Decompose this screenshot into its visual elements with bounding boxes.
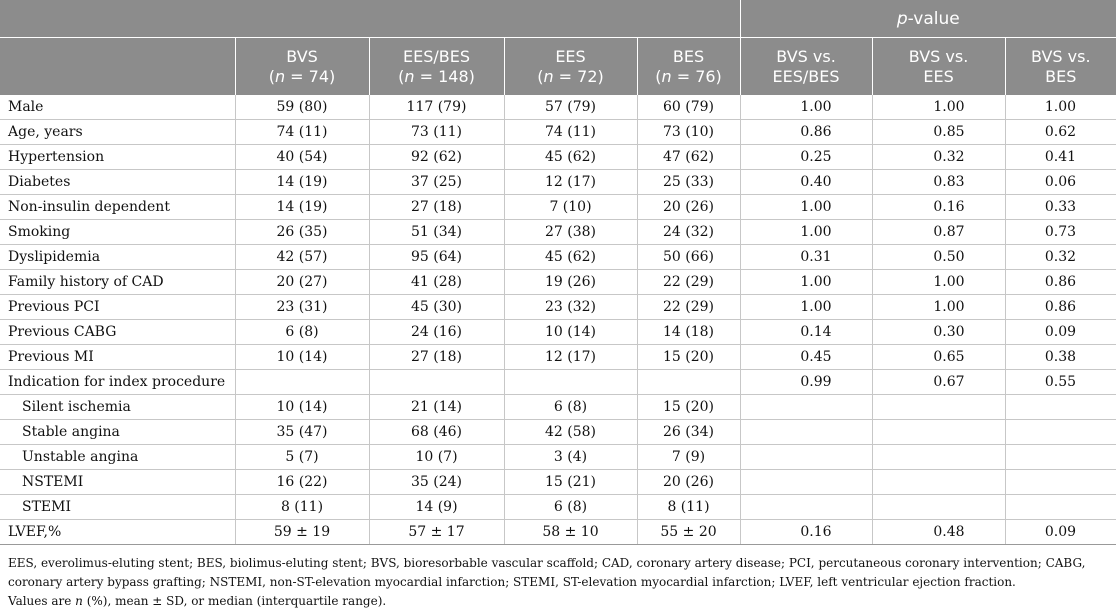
row-label: Silent ischemia <box>0 395 235 420</box>
group-value-cell: 6 (8) <box>504 395 637 420</box>
pvalue-header <box>740 0 1116 38</box>
n-open-paren: ( <box>268 66 275 86</box>
row-label: STEMI <box>0 495 235 520</box>
group-value-cell: 47 (62) <box>637 145 740 170</box>
group-header-ees-bes <box>369 38 504 96</box>
pvalue-cell: 1.00 <box>740 295 872 320</box>
row-label: NSTEMI <box>0 470 235 495</box>
pvalue-cell: 0.32 <box>872 145 1005 170</box>
group-value-cell: 6 (8) <box>235 320 369 345</box>
row-label: Previous PCI <box>0 295 235 320</box>
header-blank <box>0 0 740 38</box>
comparison-line2: EES/BES <box>772 66 840 86</box>
group-value-cell: 6 (8) <box>504 495 637 520</box>
group-value-cell: 59 ± 19 <box>235 520 369 545</box>
table-row <box>0 270 1116 295</box>
group-value-cell: 15 (20) <box>637 395 740 420</box>
table-body <box>0 95 1116 545</box>
pvalue-cell <box>1005 470 1116 495</box>
values-note-n: n <box>75 594 83 608</box>
group-value-cell: 40 (54) <box>235 145 369 170</box>
n-close-paren: ) <box>329 66 336 86</box>
group-value-cell: 19 (26) <box>504 270 637 295</box>
group-value-cell: 20 (26) <box>637 470 740 495</box>
group-value-cell: 58 ± 10 <box>504 520 637 545</box>
table-row <box>0 170 1116 195</box>
pvalue-cell: 1.00 <box>740 220 872 245</box>
pvalue-cell: 0.14 <box>740 320 872 345</box>
row-label: Previous CABG <box>0 320 235 345</box>
group-value-cell: 55 ± 20 <box>637 520 740 545</box>
group-value-cell: 14 (19) <box>235 195 369 220</box>
comparison-line2: EES <box>923 66 954 86</box>
pvalue-cell: 0.31 <box>740 245 872 270</box>
pvalue-cell: 0.32 <box>1005 245 1116 270</box>
group-header-bvs <box>235 38 369 96</box>
group-value-cell: 50 (66) <box>637 245 740 270</box>
n-count: = 74 <box>285 66 330 86</box>
group-value-cell: 59 (80) <box>235 95 369 120</box>
group-value-cell: 57 (79) <box>504 95 637 120</box>
abbreviations-note: EES, everolimus-eluting stent; BES, biolimus-eluting stent; BVS, bioresorbable vascular scaffold; CAD, coronary artery disease; PCI, percutaneous coronary intervention; CABG, coronary artery bypass grafting; NSTEMI, non-ST-elevation myocardial infarction; STEMI, ST-elevation myocardial infarction; LVEF, left ventricular ejection fraction. <box>8 556 1086 589</box>
pvalue-cell: 0.09 <box>1005 320 1116 345</box>
row-label: Stable angina <box>0 420 235 445</box>
pvalue-cell <box>740 445 872 470</box>
table-row <box>0 445 1116 470</box>
group-value-cell: 27 (38) <box>504 220 637 245</box>
group-value-cell: 10 (14) <box>235 345 369 370</box>
pvalue-cell: 0.48 <box>872 520 1005 545</box>
row-label: Smoking <box>0 220 235 245</box>
pvalue-cell <box>872 470 1005 495</box>
table-row <box>0 245 1116 270</box>
group-value-cell: 15 (21) <box>504 470 637 495</box>
group-value-cell: 41 (28) <box>369 270 504 295</box>
pvalue-cell <box>1005 395 1116 420</box>
table-row <box>0 470 1116 495</box>
table-header <box>0 0 1116 95</box>
group-value-cell: 45 (62) <box>504 245 637 270</box>
n-letter: n <box>274 66 286 86</box>
row-label: Male <box>0 95 235 120</box>
group-value-cell: 24 (32) <box>637 220 740 245</box>
row-label: Unstable angina <box>0 445 235 470</box>
group-value-cell: 74 (11) <box>504 120 637 145</box>
group-value-cell: 95 (64) <box>369 245 504 270</box>
pvalue-cell: 1.00 <box>740 95 872 120</box>
group-value-cell: 21 (14) <box>369 395 504 420</box>
row-label: Hypertension <box>0 145 235 170</box>
row-label: Previous MI <box>0 345 235 370</box>
row-label: LVEF,% <box>0 520 235 545</box>
pvalue-cell: 0.50 <box>872 245 1005 270</box>
group-name: BES <box>672 46 705 66</box>
table-row <box>0 120 1116 145</box>
group-value-cell: 10 (14) <box>504 320 637 345</box>
row-label: Diabetes <box>0 170 235 195</box>
group-value-cell: 35 (47) <box>235 420 369 445</box>
pvalue-cell: 0.87 <box>872 220 1005 245</box>
group-value-cell: 25 (33) <box>637 170 740 195</box>
table-footnotes <box>8 554 1112 611</box>
group-value-cell: 74 (11) <box>235 120 369 145</box>
pvalue-cell: 0.86 <box>740 120 872 145</box>
comparison-header-2 <box>872 38 1005 96</box>
group-value-cell: 68 (46) <box>369 420 504 445</box>
group-value-cell <box>637 370 740 395</box>
group-name: EES/BES <box>402 46 470 66</box>
n-letter: n <box>543 66 554 86</box>
group-value-cell: 10 (14) <box>235 395 369 420</box>
group-value-cell: 42 (57) <box>235 245 369 270</box>
group-value-cell <box>369 370 504 395</box>
pvalue-cell: 1.00 <box>872 295 1005 320</box>
group-header-bes <box>637 38 740 96</box>
group-value-cell: 20 (26) <box>637 195 740 220</box>
group-value-cell: 12 (17) <box>504 170 637 195</box>
group-value-cell: 26 (34) <box>637 420 740 445</box>
pvalue-cell: 0.86 <box>1005 270 1116 295</box>
group-value-cell: 23 (32) <box>504 295 637 320</box>
pvalue-cell <box>872 420 1005 445</box>
table-row <box>0 370 1116 395</box>
group-header-ees <box>504 38 637 96</box>
pvalue-cell: 1.00 <box>740 195 872 220</box>
group-value-cell: 12 (17) <box>504 345 637 370</box>
row-label: Non-insulin dependent <box>0 195 235 220</box>
n-close-paren: ) <box>597 66 604 86</box>
group-value-cell: 16 (22) <box>235 470 369 495</box>
group-value-cell: 73 (11) <box>369 120 504 145</box>
pvalue-cell: 1.00 <box>872 95 1005 120</box>
group-value-cell: 51 (34) <box>369 220 504 245</box>
group-value-cell: 26 (35) <box>235 220 369 245</box>
header-corner <box>0 38 235 96</box>
pvalue-cell <box>872 495 1005 520</box>
n-open-paren: ( <box>398 66 405 86</box>
n-count: = 76 <box>671 66 716 86</box>
n-letter: n <box>404 66 415 86</box>
group-value-cell: 92 (62) <box>369 145 504 170</box>
group-value-cell <box>504 370 637 395</box>
group-value-cell: 35 (24) <box>369 470 504 495</box>
pvalue-letter: p <box>896 8 908 29</box>
n-close-paren: ) <box>715 66 722 86</box>
group-value-cell: 5 (7) <box>235 445 369 470</box>
pvalue-cell: 0.62 <box>1005 120 1116 145</box>
table-row <box>0 95 1116 120</box>
row-label: Age, years <box>0 120 235 145</box>
table-row <box>0 495 1116 520</box>
values-note-suffix: (%), mean ± SD, or median (interquartile range). <box>82 594 387 608</box>
n-open-paren: ( <box>655 66 662 86</box>
n-count: = 148 <box>414 66 469 86</box>
table-row <box>0 145 1116 170</box>
group-value-cell: 14 (19) <box>235 170 369 195</box>
row-label: Family history of CAD <box>0 270 235 295</box>
group-value-cell: 22 (29) <box>637 295 740 320</box>
group-name: EES <box>555 46 586 66</box>
pvalue-cell: 0.16 <box>740 520 872 545</box>
pvalue-cell: 0.30 <box>872 320 1005 345</box>
pvalue-cell: 0.33 <box>1005 195 1116 220</box>
pvalue-cell: 0.16 <box>872 195 1005 220</box>
pvalue-cell <box>1005 445 1116 470</box>
pvalue-cell: 0.38 <box>1005 345 1116 370</box>
group-value-cell: 20 (27) <box>235 270 369 295</box>
pvalue-cell: 1.00 <box>1005 95 1116 120</box>
row-label: Dyslipidemia <box>0 245 235 270</box>
pvalue-cell: 0.85 <box>872 120 1005 145</box>
group-value-cell: 3 (4) <box>504 445 637 470</box>
group-value-cell: 27 (18) <box>369 345 504 370</box>
table-row <box>0 420 1116 445</box>
n-close-paren: ) <box>468 66 475 86</box>
values-note <box>8 592 1112 611</box>
pvalue-cell <box>1005 495 1116 520</box>
pvalue-cell: 0.83 <box>872 170 1005 195</box>
group-value-cell: 60 (79) <box>637 95 740 120</box>
pvalue-cell: 1.00 <box>740 270 872 295</box>
table-row <box>0 345 1116 370</box>
pvalue-cell <box>740 495 872 520</box>
pvalue-cell: 0.73 <box>1005 220 1116 245</box>
pvalue-cell <box>872 395 1005 420</box>
table-row <box>0 320 1116 345</box>
n-open-paren: ( <box>537 66 544 86</box>
group-value-cell: 23 (31) <box>235 295 369 320</box>
group-value-cell: 27 (18) <box>369 195 504 220</box>
pvalue-cell: 0.25 <box>740 145 872 170</box>
pvalue-cell: 0.09 <box>1005 520 1116 545</box>
pvalue-suffix: -value <box>907 8 960 29</box>
group-value-cell: 7 (9) <box>637 445 740 470</box>
comparison-line1: BVS vs. <box>1031 46 1091 66</box>
group-value-cell: 42 (58) <box>504 420 637 445</box>
n-letter: n <box>661 66 672 86</box>
group-value-cell: 10 (7) <box>369 445 504 470</box>
pvalue-cell <box>872 445 1005 470</box>
pvalue-cell: 0.41 <box>1005 145 1116 170</box>
comparison-line1: BVS vs. <box>908 46 969 66</box>
group-name: BVS <box>286 46 318 66</box>
group-value-cell: 14 (9) <box>369 495 504 520</box>
group-value-cell: 24 (16) <box>369 320 504 345</box>
group-value-cell: 22 (29) <box>637 270 740 295</box>
group-value-cell: 45 (30) <box>369 295 504 320</box>
pvalue-cell: 1.00 <box>872 270 1005 295</box>
pvalue-cell: 0.86 <box>1005 295 1116 320</box>
pvalue-cell <box>740 420 872 445</box>
values-note-prefix: Values are <box>8 594 76 608</box>
group-value-cell: 8 (11) <box>637 495 740 520</box>
group-value-cell: 15 (20) <box>637 345 740 370</box>
comparison-line2: BES <box>1045 66 1077 86</box>
pvalue-cell: 0.45 <box>740 345 872 370</box>
group-value-cell: 7 (10) <box>504 195 637 220</box>
comparison-line1: BVS vs. <box>776 46 836 66</box>
table-row <box>0 195 1116 220</box>
table-row <box>0 520 1116 545</box>
group-value-cell: 45 (62) <box>504 145 637 170</box>
pvalue-cell: 0.06 <box>1005 170 1116 195</box>
n-count: = 72 <box>553 66 598 86</box>
pvalue-cell: 0.40 <box>740 170 872 195</box>
pvalue-cell <box>1005 420 1116 445</box>
table-row <box>0 395 1116 420</box>
group-value-cell <box>235 370 369 395</box>
comparison-header-3 <box>1005 38 1116 96</box>
group-value-cell: 73 (10) <box>637 120 740 145</box>
group-value-cell: 57 ± 17 <box>369 520 504 545</box>
group-value-cell: 8 (11) <box>235 495 369 520</box>
group-value-cell: 14 (18) <box>637 320 740 345</box>
pvalue-cell: 0.65 <box>872 345 1005 370</box>
pvalue-cell: 0.99 <box>740 370 872 395</box>
pvalue-cell: 0.55 <box>1005 370 1116 395</box>
comparison-header-1 <box>740 38 872 96</box>
pvalue-cell <box>740 395 872 420</box>
row-label: Indication for index procedure <box>0 370 235 395</box>
pvalue-cell <box>740 470 872 495</box>
table-row <box>0 220 1116 245</box>
pvalue-cell: 0.67 <box>872 370 1005 395</box>
group-value-cell: 117 (79) <box>369 95 504 120</box>
table-row <box>0 295 1116 320</box>
group-value-cell: 37 (25) <box>369 170 504 195</box>
